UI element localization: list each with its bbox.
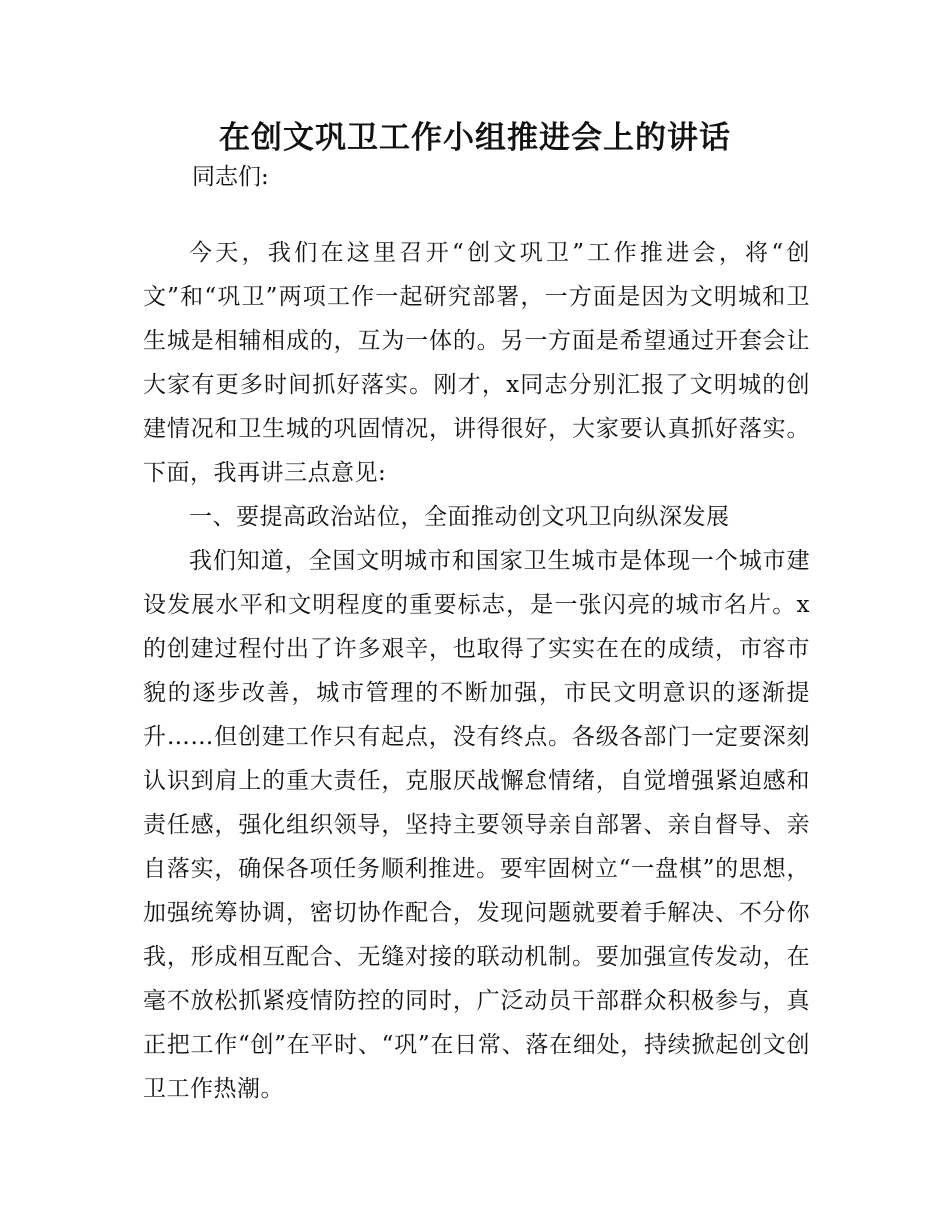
salutation: 同志们: xyxy=(192,164,269,190)
paragraph-section-1: 我们知道，全国文明城市和国家卫生城市是体现一个城市建设发展水平和文明程度的重要标志，是一张闪亮的城市名片。x的创建过程付出了许多艰辛，也取得了实实在在的成绩，市容市貌的逐步改善，城市管理的不断加强，市民文明意识的逐渐提升……但创建工作只有起点，没有终点。各级各部门一定要深刻认识到肩上的重大责任，克服厌战懈怠情绪，自觉增强紧迫感和责任感，强化组织领导，坚持主要领导亲自部署、亲自督导、亲自落实，确保各项任务顺利推进。要牢固树立“一盘棋”的思想，加强统筹协调，密切协作配合，发现问题就要着手解决、不分你我，形成相互配合、无缝对接的联动机制。要加强宣传发动，在毫不放松抓紧疫情防控的同时，广泛动员干部群众积极参与，真正把工作“创”在平时、“巩”在日常、落在细处，持续掀起创文创卫工作热潮。 xyxy=(143,548,810,1102)
document-title: 在创文巩卫工作小组推进会上的讲话 xyxy=(219,120,731,156)
paragraph-intro: 今天，我们在这里召开“创文巩卫”工作推进会，将“创文”和“巩卫”两项工作一起研究部署，一方面是因为文明城和卫生城是相辅相成的，互为一体的。另一方面是希望通过开套会让大家有更多时间抓好落实。刚才，x同志分别汇报了文明城的创建情况和卫生城的巩固情况，讲得很好，大家要认真抓好落实。下面，我再讲三点意见: xyxy=(143,240,810,486)
document-body xyxy=(143,231,810,1111)
section-heading-1: 一、要提高政治站位，全面推动创文巩卫向纵深发展 xyxy=(189,504,730,530)
